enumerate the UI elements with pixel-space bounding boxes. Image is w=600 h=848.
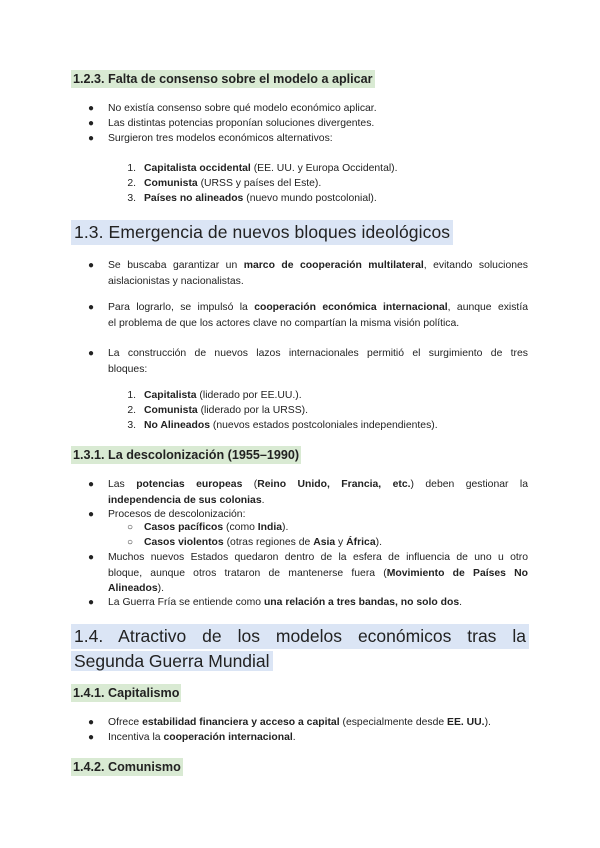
paragraph: Se buscaba garantizar un marco de cooperación multilateral, evitando soluciones aislacionistas y nacionalistas.	[108, 260, 529, 287]
list-item: No existía consenso sobre qué modelo económico aplicar.	[108, 103, 377, 114]
bullet-icon: ●	[88, 479, 95, 490]
list-item: Surgieron tres modelos económicos alternativos:	[108, 133, 333, 144]
heading-1-2-3: 1.2.3. Falta de consenso sobre el modelo a aplicar	[73, 72, 373, 86]
paragraph: Las potencias europeas (Reino Unido, Francia, etc.) deben gestionar la independencia de sus colonias.	[108, 479, 528, 506]
bullet-icon: ●	[88, 348, 95, 359]
bullet-icon: ●	[88, 717, 95, 728]
list-item: Comunista (URSS y países del Este).	[144, 178, 322, 189]
bullet-icon: ●	[88, 103, 95, 114]
heading-1-4: 1.4. Atractivo de los modelos económicos tras la Segunda Guerra Mundial	[71, 624, 529, 674]
list-number: 2.	[127, 178, 136, 189]
bullet-icon: ●	[88, 302, 95, 313]
heading-1-3-1: 1.3.1. La descolonización (1955–1990)	[73, 448, 300, 462]
list-item: Capitalista occidental (EE. UU. y Europa Occidental).	[144, 163, 398, 174]
list-number: 3.	[127, 193, 136, 204]
list-item: Comunista (liderado por la URSS).	[144, 405, 309, 416]
heading-1-3: 1.3. Emergencia de nuevos bloques ideológicos	[71, 220, 453, 245]
list-item: Incentiva la cooperación internacional.	[108, 732, 296, 743]
list-item: Procesos de descolonización:	[108, 509, 246, 520]
bullet-icon: ●	[88, 118, 95, 129]
list-item: Las distintas potencias proponían soluciones divergentes.	[108, 118, 375, 129]
list-number: 2.	[127, 405, 136, 416]
paragraph: Muchos nuevos Estados quedaron dentro de la esfera de influencia de uno u otro bloque, aunque otros trataron de mantenerse fuera (Movimiento de Países No Alineados).	[108, 552, 529, 594]
paragraph: La construcción de nuevos lazos internacionales permitió el surgimiento de tres bloques:	[108, 348, 528, 375]
list-item: Capitalista (liderado por EE.UU.).	[144, 390, 302, 401]
circle-bullet-icon: ○	[127, 537, 134, 548]
list-item: Casos violentos (otras regiones de Asia y África).	[144, 537, 382, 548]
list-item: No Alineados (nuevos estados postcoloniales independientes).	[144, 420, 438, 431]
paragraph: Para lograrlo, se impulsó la cooperación económica internacional, aunque existía el problema de que los actores clave no compartían la misma visión política.	[108, 302, 528, 329]
list-number: 3.	[127, 420, 136, 431]
heading-1-4-1: 1.4.1. Capitalismo	[73, 686, 180, 700]
bullet-icon: ●	[88, 552, 95, 563]
bullet-icon: ●	[88, 260, 95, 271]
list-item: Países no alineados (nuevo mundo postcolonial).	[144, 193, 377, 204]
list-item: Casos pacíficos (como India).	[144, 522, 289, 533]
list-item: La Guerra Fría se entiende como una relación a tres bandas, no solo dos.	[108, 597, 463, 608]
list-number: 1.	[127, 163, 136, 174]
bullet-icon: ●	[88, 732, 95, 743]
bullet-icon: ●	[88, 509, 95, 520]
bullet-icon: ●	[88, 133, 95, 144]
list-number: 1.	[127, 390, 136, 401]
list-item: Ofrece estabilidad financiera y acceso a capital (especialmente desde EE. UU.).	[108, 717, 491, 728]
circle-bullet-icon: ○	[127, 522, 134, 533]
heading-1-4-2: 1.4.2. Comunismo	[73, 760, 181, 774]
bullet-icon: ●	[88, 597, 95, 608]
